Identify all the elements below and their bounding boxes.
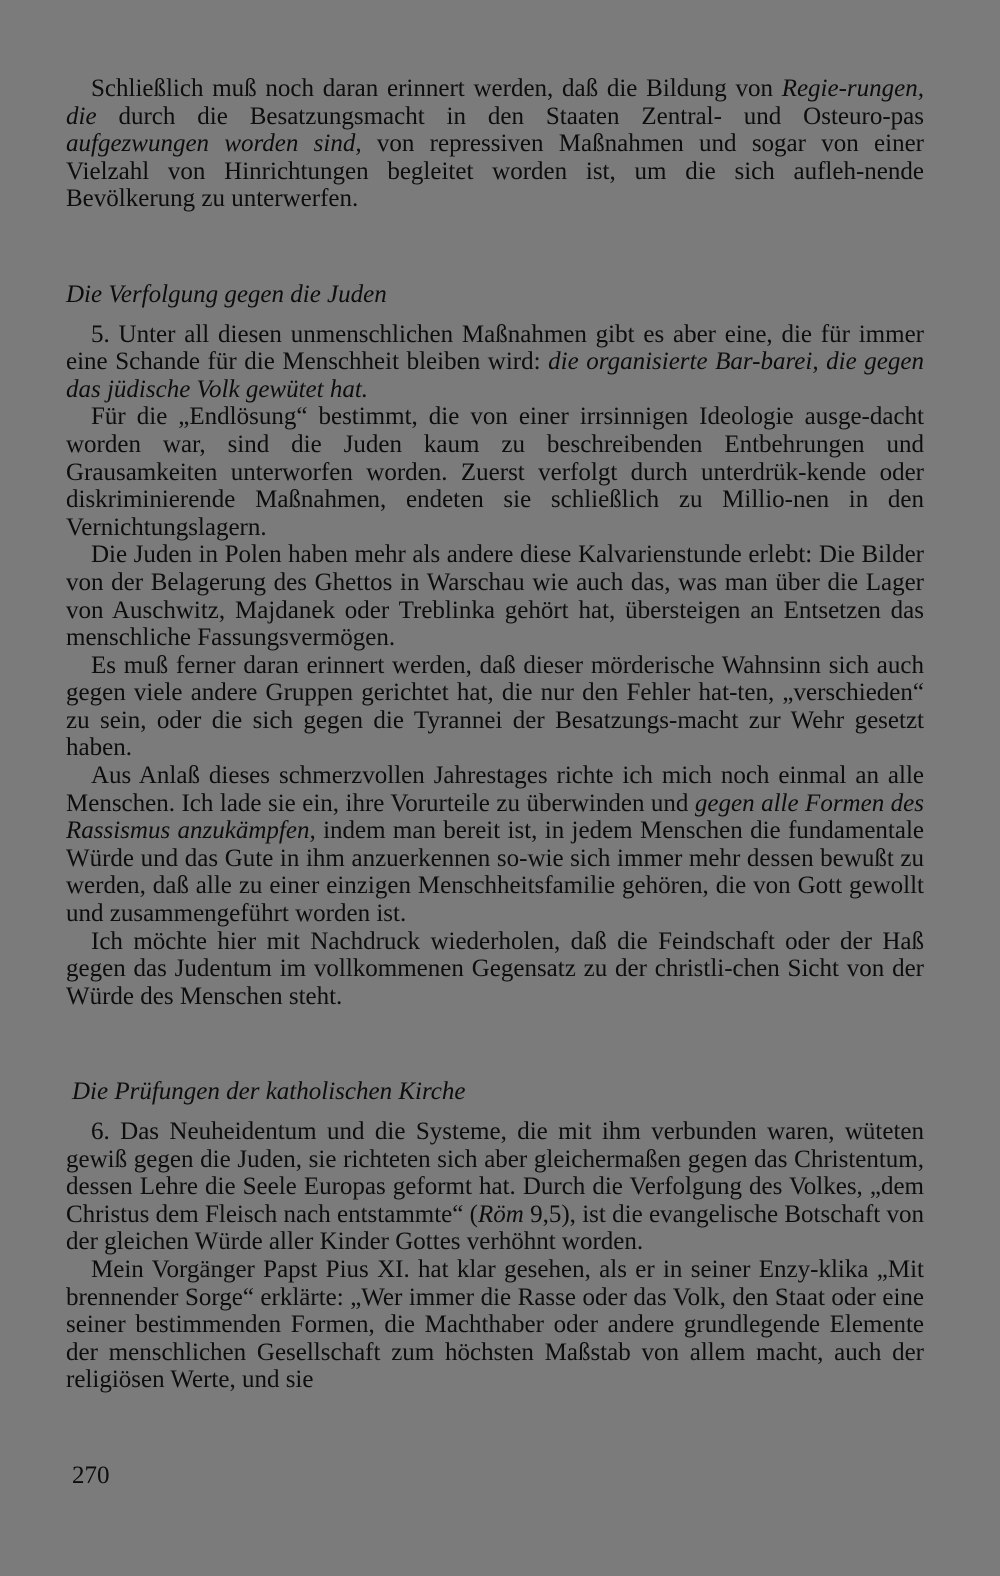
- paragraph: [66, 652, 924, 762]
- text-run: Aus Anlaß dieses schmerzvollen Jahrestages richte ich mich noch einmal an alle Menschen. Ich lade sie ein, ihre Vorurteile zu überwinden und: [66, 762, 924, 817]
- section-trials-church: [66, 1078, 924, 1394]
- section-heading: Die Verfolgung gegen die Juden: [66, 280, 387, 308]
- text-run: Ich möchte hier mit Nachdruck wiederholen, daß die Feindschaft oder der Haß gegen das Judentum im vollkommenen Gegensatz zu der christli-chen Sicht von der Würde des Menschen steht.: [66, 927, 924, 1010]
- text-run: indem man bereit ist, in jedem Menschen die fundamentale Würde und das Gute in ihm anzuerkennen so-wie sich immer mehr dessen bewußt zu werden, daß alle zu einer einzigen Menschheitsfamilie gehören, die von Gott gewollt und zusammengeführt worden ist.: [66, 817, 925, 928]
- text-run: 9,5), ist die evangelische Botschaft von der gleichen Würde aller Kinder Gottes verhöhnt worden.: [66, 1200, 924, 1256]
- text-run: 6. Das Neuheidentum und die Systeme, die mit ihm verbunden waren, wüteten gewiß gegen die Juden, sie richteten sich aber gleichermaßen gegen das Christentum, dessen Lehre die Seele Europas geformt hat. Durch die Verfolgung des Volkes, „dem Christus dem Fleisch nach entstammte“ (: [66, 1118, 924, 1228]
- paragraph: [66, 75, 924, 213]
- paragraph: [66, 1256, 924, 1394]
- text-run: durch die Besatzungsmacht in den Staaten Zentral- und Osteuro-pas: [96, 102, 924, 130]
- text-run: Mein Vorgänger Papst Pius XI. hat klar gesehen, als er in seiner Enzy-klika „Mit brennender Sorge“ erklärte: „Wer immer die Rasse oder das Volk, den Staat oder eine seiner bestimmenden Formen, die Machthaber oder andere grundlegende Elemente der menschlichen Gesellschaft zum höchsten Maßstab von allem macht, auch der religiösen Werte, und sie: [66, 1255, 924, 1394]
- page-body: [66, 75, 924, 1394]
- paragraph: [66, 321, 924, 404]
- italic-run: gegen alle Formen des Rassismus anzukämpfen,: [66, 789, 925, 845]
- paragraph: [66, 928, 924, 1011]
- paragraph: [66, 1118, 924, 1256]
- paragraph: [66, 403, 924, 541]
- section-intro: [66, 75, 924, 213]
- text-run: Schließlich muß noch daran erinnert werden, daß die Bildung von: [91, 75, 782, 102]
- paragraph: [66, 541, 924, 651]
- italic-run: die organisierte Bar-barei, die gegen das jüdische Volk gewütet hat.: [66, 348, 924, 403]
- text-run: Es muß ferner daran erinnert werden, daß dieser mörderische Wahnsinn sich auch gegen viele andere Gruppen gerichtet hat, die nur den Fehler hat-ten, „verschieden“ zu sein, oder die sich gegen die Tyrannei der Besatzungs-macht zur Wehr gesetzt haben.: [66, 651, 924, 762]
- paragraph: [66, 762, 924, 928]
- text-run: Für die „Endlösung“ bestimmt, die von einer irrsinnigen Ideologie ausge-dacht worden war, sind die Juden kaum zu beschreibenden Entbehrungen und Grausamkeiten unterworfen worden. Zuerst verfolgt durch unterdrük-kende oder diskriminierende Maßnahmen, endeten sie schließlich zu Millio-nen in den Vernichtungslagern.: [66, 403, 924, 541]
- section-persecution-jews: [66, 281, 924, 1010]
- page-number: 270: [72, 1462, 110, 1489]
- section-heading: Die Prüfungen der katholischen Kirche: [72, 1078, 466, 1106]
- text-run: von repressiven Maßnahmen und sogar von einer Vielzahl von Hinrichtungen begleitet worden ist, um die sich aufleh-nende Bevölkerung zu unterwerfen.: [66, 130, 924, 213]
- italic-run: Röm: [477, 1200, 524, 1228]
- text-run: Die Juden in Polen haben mehr als andere diese Kalvarienstunde erlebt: Die Bilder von der Belagerung des Ghettos in Warschau wie auch das, was man über die Lager von Auschwitz, Majdanek oder Treblinka gehört hat, übersteigen an Entsetzen das menschliche Fassungsvermögen.: [66, 541, 924, 652]
- italic-run: Regie-rungen, die: [66, 75, 924, 130]
- italic-run: aufgezwungen worden sind,: [66, 130, 362, 158]
- text-run: 5. Unter all diesen unmenschlichen Maßnahmen gibt es aber eine, die für immer eine Schande für die Menschheit bleiben wird:: [66, 320, 924, 376]
